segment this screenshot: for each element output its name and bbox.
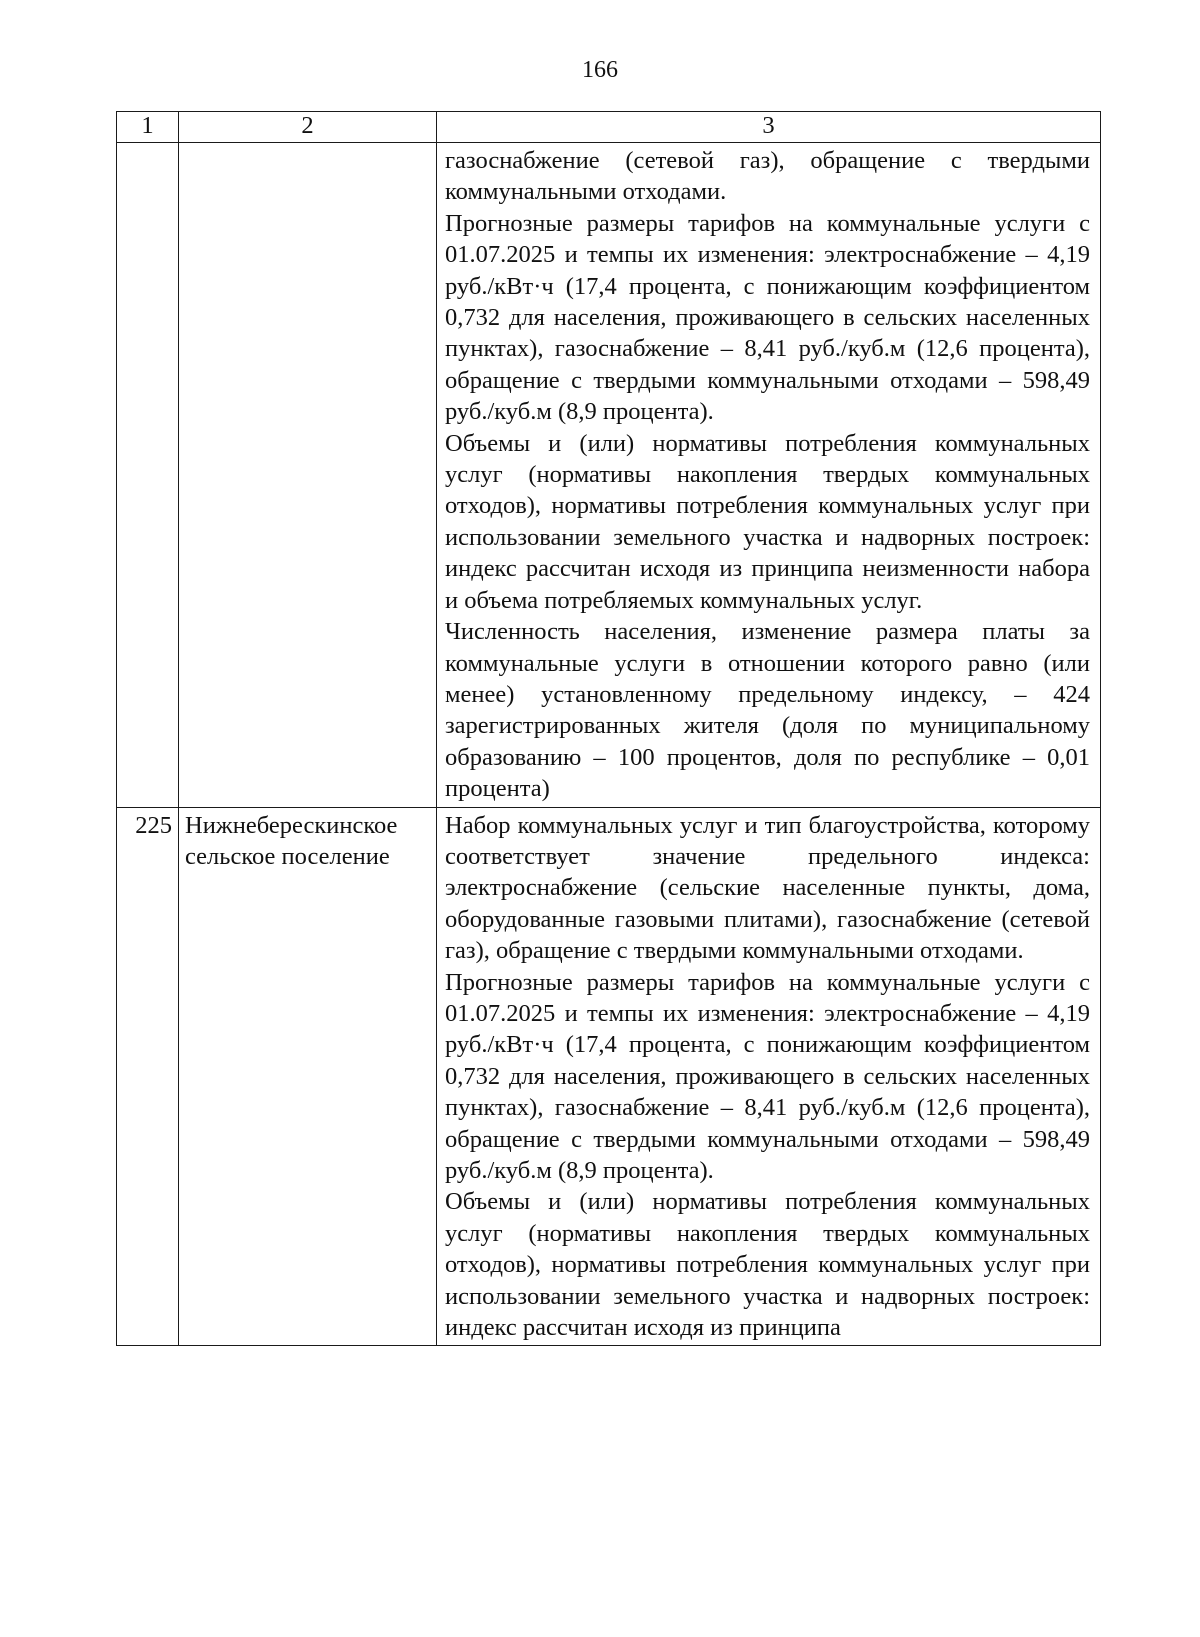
table-row	[117, 143, 1101, 808]
paragraph: Численность населения, изменение размера платы за коммунальные услуги в отношении которого равно (или менее) установленному предельному индексу, – 424 зарегистрированных жителя (доля по муниципальному образованию – 100 процентов, доля по республике – 0,01 процента)	[445, 618, 1090, 803]
row-number	[117, 143, 179, 808]
paragraph: Объемы и (или) нормативы потребления коммунальных услуг (нормативы накопления твердых коммунальных отходов), нормативы потребления коммунальных услуг при использовании земельного участка и надворных построек: индекс рассчитан исходя из принципа неизменности набора и объема потребляемых коммунальных услуг.	[445, 429, 1090, 614]
table-row	[117, 807, 1101, 1346]
settlement-name	[179, 807, 437, 1346]
paragraph: газоснабжение (сетевой газ), обращение с твердыми коммунальными отходами.	[445, 147, 1090, 206]
description-cell	[437, 807, 1101, 1346]
table-header-row	[117, 112, 1101, 143]
row-number: 225	[117, 807, 179, 1346]
paragraph: Набор коммунальных услуг и тип благоустройства, которому соответствует значение предельного индекса: электроснабжение (сельские населенные пункты, дома, оборудованные газовыми плитами), газоснабжение (сетевой газ), обращение с твердыми коммунальными отходами.	[445, 811, 1090, 965]
header-col-3: 3	[437, 112, 1101, 143]
paragraph: Объемы и (или) нормативы потребления коммунальных услуг (нормативы накопления твердых коммунальных отходов), нормативы потребления коммунальных услуг при использовании земельного участка и надворных построек: индекс рассчитан исходя из принципа	[445, 1188, 1090, 1342]
settlement-name	[179, 143, 437, 808]
description-cell	[437, 143, 1101, 808]
page-number: 166	[582, 57, 618, 83]
header-col-2: 2	[179, 112, 437, 143]
tariff-table	[116, 111, 1101, 1346]
paragraph: Прогнозные размеры тарифов на коммунальные услуги с 01.07.2025 и темпы их изменения: электроснабжение – 4,19 руб./кВт·ч (17,4 процента, с понижающим коэффициентом 0,732 для населения, проживающего в сельских населенных пунктах), газоснабжение – 8,41 руб./куб.м (12,6 процента), обращение с твердыми коммунальными отходами – 598,49 руб./куб.м (8,9 процента).	[445, 209, 1090, 426]
settlement-name-text: Нижнеберескинское сельское поселение	[185, 811, 398, 870]
header-col-1: 1	[117, 112, 179, 143]
paragraph: Прогнозные размеры тарифов на коммунальные услуги с 01.07.2025 и темпы их изменения: электроснабжение – 4,19 руб./кВт·ч (17,4 процента, с понижающим коэффициентом 0,732 для населения, проживающего в сельских населенных пунктах), газоснабжение – 8,41 руб./куб.м (12,6 процента), обращение с твердыми коммунальными отходами – 598,49 руб./куб.м (8,9 процента).	[445, 968, 1090, 1184]
